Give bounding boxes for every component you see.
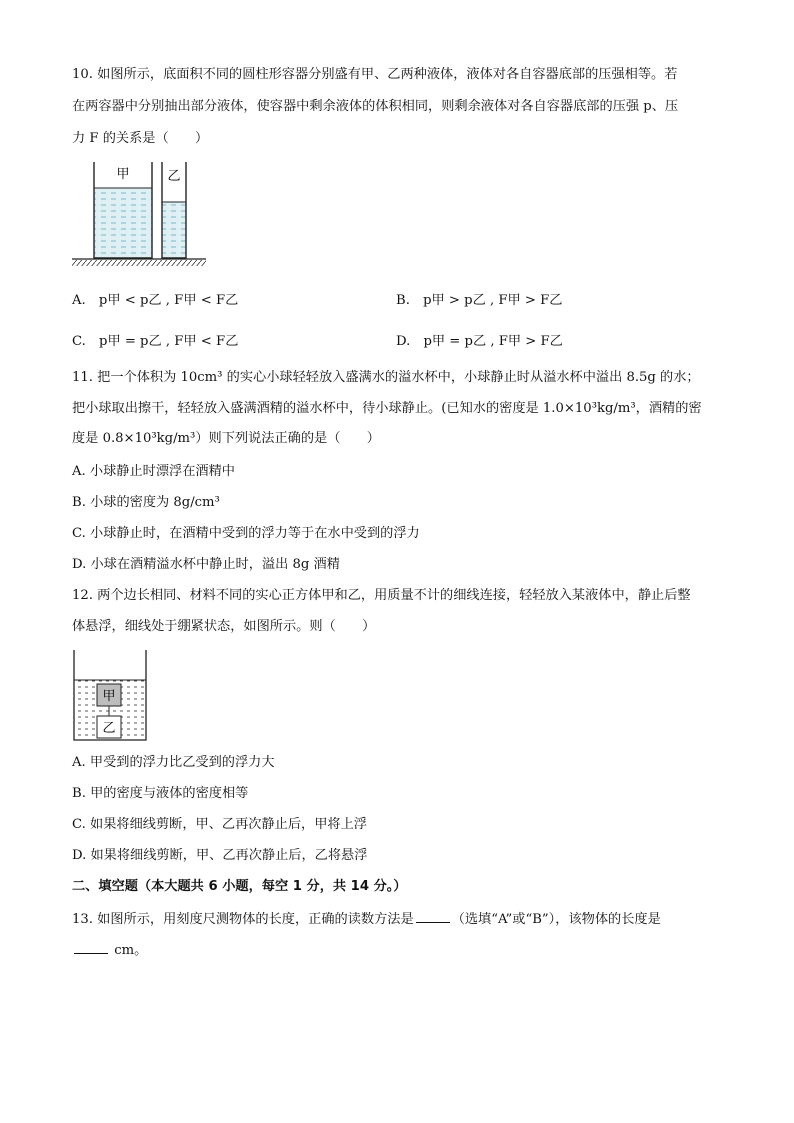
q12-fig-label-yi: 乙 xyxy=(102,721,116,736)
q13-blank-2[interactable] xyxy=(74,941,108,954)
q10-line-2: 在两容器中分别抽出部分液体，使容器中剩余液体的体积相同，则剩余液体对各自容器底部的压强 p、压 xyxy=(72,99,679,114)
q10-containers-figure xyxy=(70,160,210,270)
q13-line-1 xyxy=(72,910,661,929)
q11-line-2: 把小球取出擦干，轻轻放入盛满酒精的溢水杯中，待小球静止。(已知水的密度是 1.0×10³kg/m³，酒精的密 xyxy=(72,401,702,416)
q10-line-3: 力 F 的关系是（ ） xyxy=(72,131,209,146)
q13-text-a: 13. 如图所示，用刻度尺测物体的长度，正确的读数方法是 xyxy=(72,912,414,927)
q10-line-1: 10. 如图所示，底面积不同的圆柱形容器分别盛有甲、乙两种液体，液体对各自容器底部的压强相等。若 xyxy=(72,67,678,82)
q12-line-2: 体悬浮，细线处于绷紧状态，如图所示。则（ ） xyxy=(72,619,376,634)
q10-option-d[interactable]: D. p甲 = p乙 , F甲 > F乙 xyxy=(396,334,563,349)
q12-option-d[interactable]: D. 如果将细线剪断，甲、乙再次静止后，乙将悬浮 xyxy=(72,848,368,863)
section-2-title: 二、填空题（本大题共 6 小题，每空 1 分，共 14 分。） xyxy=(72,879,407,894)
q13-unit: cm。 xyxy=(114,943,148,958)
q13-text-b: （选填“A”或“B”），该物体的长度是 xyxy=(451,912,661,927)
q12-option-c[interactable]: C. 如果将细线剪断，甲、乙再次静止后，甲将上浮 xyxy=(72,817,367,832)
q12-suspended-cubes-figure xyxy=(70,648,154,744)
q10-fig-label-jia: 甲 xyxy=(116,167,130,182)
q10-option-a[interactable]: A. p甲 < p乙 , F甲 < F乙 xyxy=(72,293,239,308)
q10-fig-label-yi: 乙 xyxy=(167,169,181,184)
q13-line-2 xyxy=(72,941,147,960)
q11-option-c[interactable]: C. 小球静止时，在酒精中受到的浮力等于在水中受到的浮力 xyxy=(72,526,420,541)
q10-option-b[interactable]: B. p甲 > p乙 , F甲 > F乙 xyxy=(396,293,563,308)
q12-option-a[interactable]: A. 甲受到的浮力比乙受到的浮力大 xyxy=(72,755,275,770)
q11-option-b[interactable]: B. 小球的密度为 8g/cm³ xyxy=(72,495,220,510)
q10-option-c[interactable]: C. p甲 = p乙 , F甲 < F乙 xyxy=(72,334,239,349)
q11-line-3: 度是 0.8×10³kg/m³）则下列说法正确的是（ ） xyxy=(72,431,380,446)
q12-fig-label-jia: 甲 xyxy=(102,689,116,704)
q12-option-b[interactable]: B. 甲的密度与液体的密度相等 xyxy=(72,786,249,801)
q11-line-1: 11. 把一个体积为 10cm³ 的实心小球轻轻放入盛满水的溢水杯中，小球静止时从溢水杯中溢出 8.5g 的水； xyxy=(72,370,700,385)
q13-blank-1[interactable] xyxy=(416,910,450,923)
q12-line-1: 12. 两个边长相同、材料不同的实心正方体甲和乙，用质量不计的细线连接，轻轻放入某液体中，静止后整 xyxy=(72,588,691,603)
q11-option-d[interactable]: D. 小球在酒精溢水杯中静止时，溢出 8g 酒精 xyxy=(72,557,340,572)
q11-option-a[interactable]: A. 小球静止时漂浮在酒精中 xyxy=(72,464,235,479)
